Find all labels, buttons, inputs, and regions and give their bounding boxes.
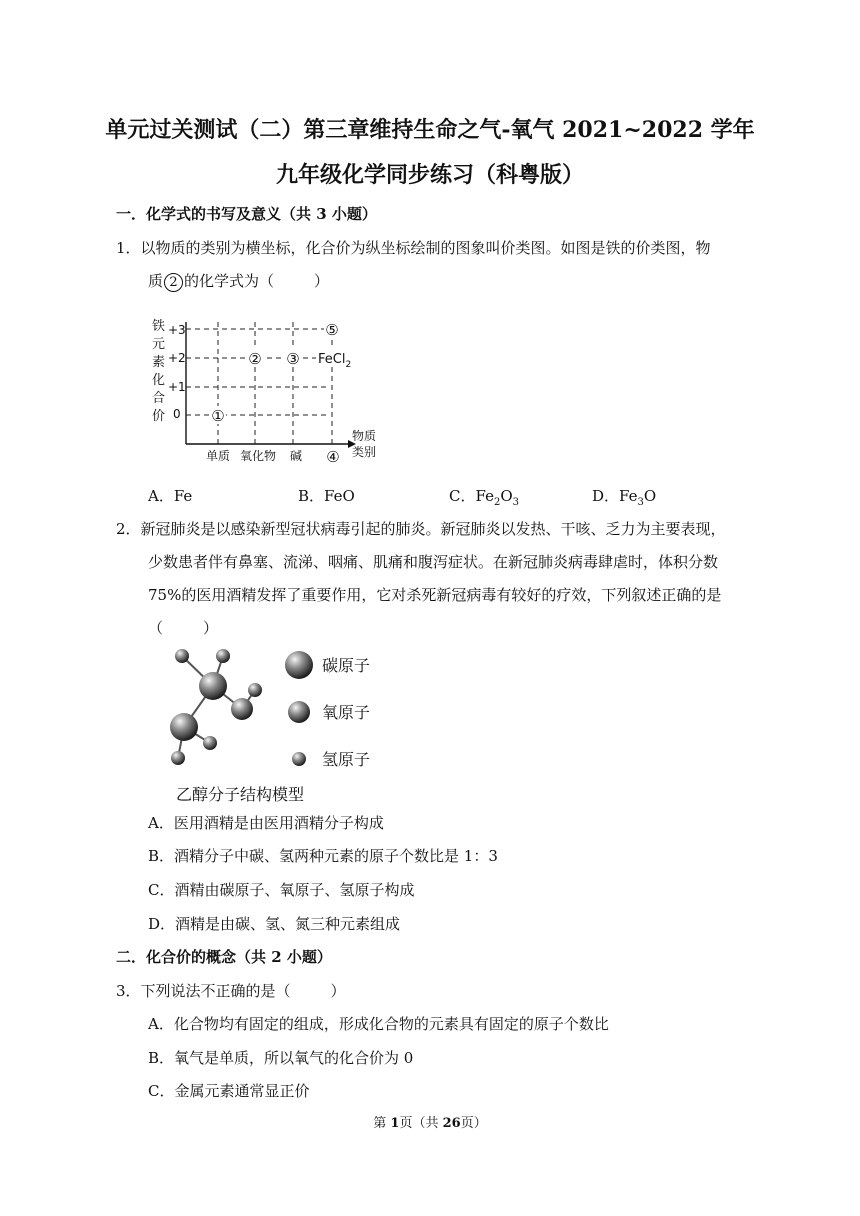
hydrogen-atom	[175, 649, 189, 663]
section-heading-2: 二．化合价的概念（共 2 小题）	[116, 948, 332, 966]
document-title-line2: 九年级化学同步练习（科粤版）	[275, 162, 584, 188]
legend-carbon-label: 碳原子	[322, 656, 371, 675]
hydrogen-atom	[216, 649, 230, 663]
fecl2-label: FeCl$_2$	[318, 352, 352, 370]
ytick-label: +2	[168, 351, 186, 365]
question-1-text-post: 的化学式为（	[184, 272, 275, 290]
question-1-line1: 1．以物质的类别为横坐标，化合价为纵坐标绘制的图象叫价类图。如图是铁的价类图，物	[116, 239, 711, 257]
carbon-atom	[199, 672, 227, 700]
q3-option-c: C．金属元素通常显正价	[148, 1082, 310, 1100]
category-label: 单质	[205, 449, 231, 463]
q2-option-d: D．酒精是由碳、氢、氮三种元素组成	[148, 915, 401, 933]
chart-point-1: ①	[211, 407, 225, 425]
chart-point-3: ③	[286, 350, 300, 368]
ylabel-char: 化	[152, 373, 166, 388]
footer-page-number: 1	[390, 1116, 400, 1131]
iron-valence-chart	[140, 312, 400, 472]
legend-hydrogen-ball	[292, 752, 306, 766]
legend-carbon-ball	[285, 651, 313, 679]
question-1-paren-close: ）	[314, 272, 330, 290]
ylabel-char: 合	[152, 391, 166, 406]
model-caption: 乙醇分子结构模型	[176, 785, 305, 804]
q1-option-b: B．FeO	[298, 487, 355, 505]
oxygen-atom	[231, 698, 253, 720]
ylabel-char: 铁	[152, 319, 166, 334]
ytick-label: +1	[168, 380, 186, 394]
question-2-line2: 少数患者伴有鼻塞、流涕、咽痛、肌痛和腹泻症状。在新冠肺炎病毒肆虐时，体积分数	[148, 553, 719, 571]
hydrogen-atom	[171, 751, 185, 765]
chart-point-2: ②	[248, 350, 262, 368]
ytick-label: 0	[173, 407, 181, 421]
question-1-line2	[148, 270, 329, 292]
document-title-line1: 单元过关测试（二）第三章维持生命之气-氧气 2021~2022 学年	[105, 117, 755, 143]
question-1-text-pre: 质	[148, 272, 164, 290]
q3-option-a: A．化合物均有固定的组成，形成化合物的元素具有固定的原子个数比	[148, 1015, 609, 1033]
section-heading-1: 一．化学式的书写及意义（共 3 小题）	[116, 205, 377, 223]
chart-grid	[186, 322, 332, 444]
category-4-circle: ④	[326, 448, 340, 466]
legend-oxygen-ball	[288, 701, 310, 723]
q3-option-b: B．氧气是单质，所以氧气的化合价为 0	[148, 1049, 414, 1067]
q2-option-a: A．医用酒精是由医用酒精分子构成	[148, 814, 384, 832]
q1-option-c: C．$Fe_2O_3$	[449, 487, 520, 508]
xlabel-top: 物质	[352, 429, 377, 443]
question-2-line4: （ ）	[148, 619, 219, 637]
ethanol-molecule-model	[160, 640, 400, 810]
q2-option-b: B．酒精分子中碳、氢两种元素的原子个数比是 1：3	[148, 847, 498, 865]
question-2-line3: 75%的医用酒精发挥了重要作用，它对杀死新冠病毒有较好的疗效，下列叙述正确的是	[148, 586, 722, 604]
page-footer: 第 1页（共 26页）	[373, 1116, 487, 1131]
hydrogen-atom	[248, 683, 262, 697]
chart-point-5: ⑤	[325, 321, 339, 339]
legend-oxygen-label: 氧原子	[322, 703, 371, 722]
q1-option-a: A．Fe	[148, 487, 193, 505]
ylabel-char: 价	[152, 409, 166, 424]
circled-number-2: 2	[164, 273, 183, 292]
legend-hydrogen-label: 氢原子	[322, 750, 371, 769]
q2-option-c: C．酒精由碳原子、氧原子、氢原子构成	[148, 881, 415, 899]
q1-option-d: D．$Fe_3O$	[592, 487, 657, 508]
carbon-atom	[170, 713, 198, 741]
hydrogen-atom	[203, 736, 217, 750]
ylabel-char: 元	[152, 337, 166, 352]
ylabel-char: 素	[152, 355, 166, 370]
question-3-line1: 3．下列说法不正确的是（ ）	[116, 982, 346, 1000]
footer-total-pages: 26	[442, 1116, 461, 1131]
category-label: 氧化物	[239, 449, 277, 463]
ytick-label: +3	[168, 323, 186, 337]
category-label: 碱	[289, 449, 303, 463]
question-2-line1: 2．新冠肺炎是以感染新型冠状病毒引起的肺炎。新冠肺炎以发热、干咳、乏力为主要表现，	[116, 520, 726, 538]
xlabel-bottom: 类别	[352, 445, 377, 459]
